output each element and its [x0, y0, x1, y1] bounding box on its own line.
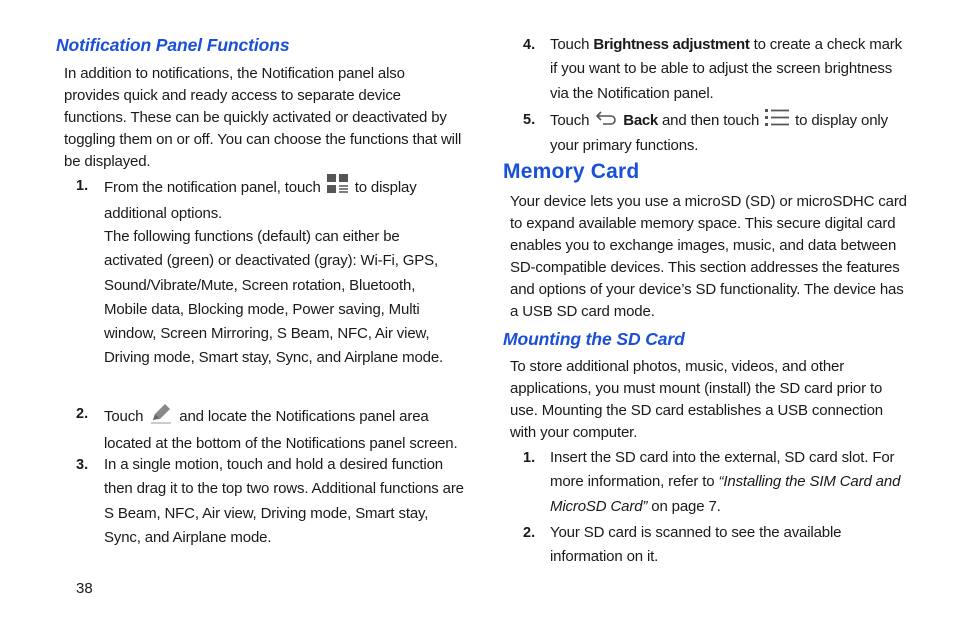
step-text: to create a check mark if you want to be able to adjust the screen brightness via the Notification panel. — [550, 36, 903, 102]
notification-panel-heading: Notification Panel Functions — [56, 35, 290, 55]
step-text: to display only your primary functions. — [550, 112, 888, 155]
memory-card-heading: Memory Card — [503, 160, 640, 183]
cross-reference-link[interactable]: “Installing the SIM Card and MicroSD Card” — [550, 473, 901, 515]
back-label: Back — [623, 112, 658, 130]
step-number: 5. — [523, 112, 536, 128]
list-icon — [765, 108, 789, 134]
step-text: In a single motion, touch and hold a desired function then drag it to the top two rows. Additional functions are S Beam, NFC, Air view, Driving mode, Smart stay, Sync, and Airplane mode. — [104, 456, 464, 546]
step-text: Touch — [104, 408, 144, 426]
page-number: 38 — [76, 580, 93, 597]
pencil-icon — [149, 402, 173, 432]
step-number: 3. — [76, 457, 89, 473]
step-number: 1. — [76, 178, 89, 194]
step-text: to display additional options. — [104, 179, 417, 223]
mounting-intro: To store additional photos, music, videos, and other applications, you must mount (install) the SD card prior to use. Mounting the SD card establishes a USB connection with your computer. — [510, 358, 883, 441]
back-arrow-icon — [595, 109, 617, 133]
step-number: 2. — [76, 406, 89, 422]
step-number: 4. — [523, 37, 536, 53]
step-text: Touch — [550, 112, 590, 130]
step-text: and locate the Notifications panel area located at the bottom of the Notifications panel screen. — [104, 408, 458, 453]
step-number: 1. — [523, 450, 536, 466]
brightness-adjustment-label: Brightness adjustment — [593, 36, 750, 53]
step-text: From the notification panel, touch — [104, 179, 321, 197]
step-number: 2. — [523, 525, 536, 541]
step-text: Your SD card is scanned to see the available information on it. — [550, 524, 842, 566]
step-1-subtext: The following functions (default) can either be activated (green) or deactivated (gray): Wi-Fi, GPS, Sound/Vibrate/Mute, Screen rotation, Bluetooth, Mobile data, Blocking mode, Power saving, Multi window, Screen Mirroring, S Beam, NFC, Air view, Driving mode, Smart stay, Sync, and Airplane mode. — [104, 228, 444, 367]
memory-card-intro: Your device lets you use a microSD (SD) or microSDHC card to expand available memory space. This secure digital card enables you to exchange images, music, and data between SD-compatible devices. This section addresses the features and options of your device’s SD functionality. The device has a USB SD card mode. — [510, 193, 907, 320]
mounting-sd-heading: Mounting the SD Card — [503, 329, 685, 349]
step-text: on page 7. — [651, 497, 721, 515]
grid-settings-icon — [327, 174, 349, 202]
step-text: and then touch — [661, 112, 760, 130]
step-text: Insert the SD card into the external, SD card slot. For more information, refer to — [550, 449, 895, 491]
step-text: Touch — [550, 36, 590, 53]
notification-intro: In addition to notifications, the Notification panel also provides quick and ready access to separate device functions. These can be quickly activated or deactivated by toggling them on or off. You can choose the functions that will be displayed. — [64, 65, 462, 170]
